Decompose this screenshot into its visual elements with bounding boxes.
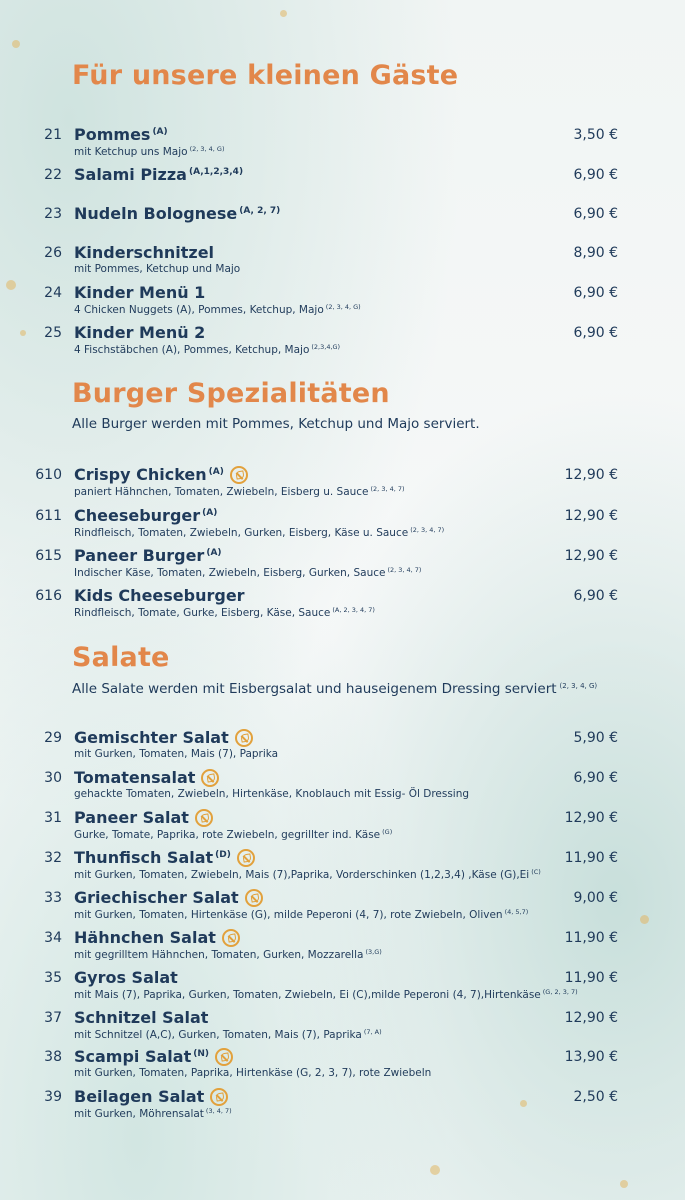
item-name: Gyros Salat xyxy=(74,968,178,987)
vegetarian-leaf-icon xyxy=(237,849,255,867)
vegetarian-leaf-icon xyxy=(230,466,248,484)
item-number: 611 xyxy=(35,508,62,524)
item-number: 35 xyxy=(44,970,62,986)
gold-fleck xyxy=(20,330,26,336)
item-price: 11,90 € xyxy=(564,970,618,986)
item-allergen-tag: (A, 2, 7) xyxy=(239,206,281,216)
gold-fleck xyxy=(640,915,649,924)
item-description xyxy=(74,566,421,579)
item-description-text: 4 Fischstäbchen (A), Pommes, Ketchup, Majo xyxy=(74,344,310,356)
item-description-allergens: (G, 2, 3, 7) xyxy=(542,988,578,996)
item-description xyxy=(74,828,392,841)
item-number: 24 xyxy=(44,285,62,301)
vegetarian-leaf-icon xyxy=(195,809,213,827)
item-description-allergens: (2, 3, 4, G) xyxy=(325,303,361,311)
item-name-line xyxy=(74,323,205,342)
item-description-text: mit Ketchup uns Majo xyxy=(74,146,188,158)
item-name-line xyxy=(74,848,255,867)
item-description-allergens: (2, 3, 4, 7) xyxy=(410,526,445,534)
item-name: Paneer Burger xyxy=(74,546,205,565)
item-price: 6,90 € xyxy=(573,588,618,604)
item-number: 31 xyxy=(44,810,62,826)
item-description-text: Gurke, Tomate, Paprika, rote Zwiebeln, gegrillter ind. Käse xyxy=(74,829,381,841)
item-allergen-tag: (A) xyxy=(208,467,224,477)
item-name: Schnitzel Salat xyxy=(74,1008,209,1027)
item-price: 6,90 € xyxy=(573,770,618,786)
item-description xyxy=(74,606,375,619)
item-price: 6,90 € xyxy=(573,325,618,341)
item-name-line xyxy=(74,928,240,947)
vegetarian-leaf-icon xyxy=(201,769,219,787)
gold-fleck xyxy=(6,280,16,290)
item-name-line xyxy=(74,586,245,605)
item-price: 6,90 € xyxy=(573,167,618,183)
item-description xyxy=(74,868,541,881)
item-name-line xyxy=(74,808,213,827)
item-name-line xyxy=(74,546,222,565)
item-price: 12,90 € xyxy=(564,467,618,483)
item-description-text: mit gegrilltem Hähnchen, Tomaten, Gurken, Mozzarella xyxy=(74,949,364,961)
item-price: 2,50 € xyxy=(573,1089,618,1105)
item-number: 616 xyxy=(35,588,62,604)
item-name: Kids Cheeseburger xyxy=(74,586,245,605)
vegetarian-leaf-icon xyxy=(245,889,263,907)
item-description xyxy=(74,303,361,316)
item-description-allergens: (2, 3, 4, 7) xyxy=(387,566,422,574)
item-name: Kinder Menü 2 xyxy=(74,323,206,342)
item-number: 22 xyxy=(44,167,62,183)
item-number: 610 xyxy=(35,467,62,483)
item-description-allergens: (7, A) xyxy=(363,1028,382,1036)
item-description xyxy=(74,145,225,158)
vegetarian-leaf-icon xyxy=(210,1088,228,1106)
item-description-allergens: (4, 5,7) xyxy=(504,908,529,916)
item-number: 615 xyxy=(35,548,62,564)
section-title: Für unsere kleinen Gäste xyxy=(72,60,459,91)
item-description-allergens: (2,3,4,G) xyxy=(311,343,341,351)
section-note xyxy=(72,416,480,432)
item-name-line xyxy=(74,1047,233,1066)
item-name-line xyxy=(74,204,280,223)
item-name-line xyxy=(74,768,219,787)
item-name-line xyxy=(74,125,168,144)
gold-fleck xyxy=(520,1100,527,1107)
item-description xyxy=(74,263,240,275)
item-number: 38 xyxy=(44,1049,62,1065)
item-description-allergens: (3, 4, 7) xyxy=(205,1107,232,1115)
section-title: Salate xyxy=(72,642,170,673)
item-name-line xyxy=(74,1008,208,1027)
item-description-text: mit Mais (7), Paprika, Gurken, Tomaten, Zwiebeln, Ei (C),milde Peperoni (4, 7),Hirtenkäse xyxy=(74,989,541,1001)
item-number: 33 xyxy=(44,890,62,906)
item-description-text: mit Schnitzel (A,C), Gurken, Tomaten, Mais (7), Paprika xyxy=(74,1029,362,1041)
item-description-text: mit Gurken, Tomaten, Mais (7), Paprika xyxy=(74,748,279,760)
item-number: 30 xyxy=(44,770,62,786)
item-name-line xyxy=(74,243,214,262)
gold-fleck xyxy=(620,1180,628,1188)
item-name-line xyxy=(74,465,248,484)
item-description-text: mit Pommes, Ketchup und Majo xyxy=(74,263,241,275)
item-description-allergens: (2, 3, 4, G) xyxy=(189,145,225,153)
item-name: Cheeseburger xyxy=(74,506,201,525)
item-description-text: 4 Chicken Nuggets (A), Pommes, Ketchup, Majo xyxy=(74,304,324,316)
item-name: Scampi Salat xyxy=(74,1047,192,1066)
item-description-allergens: (2, 3, 4, 7) xyxy=(370,485,405,493)
item-description xyxy=(74,1107,232,1120)
item-description-text: Rindfleisch, Tomaten, Zwiebeln, Gurken, Eisberg, Käse u. Sauce xyxy=(74,527,409,539)
item-price: 12,90 € xyxy=(564,508,618,524)
item-description xyxy=(74,1067,431,1079)
item-name: Salami Pizza xyxy=(74,165,187,184)
item-name: Paneer Salat xyxy=(74,808,189,827)
item-price: 8,90 € xyxy=(573,245,618,261)
item-name: Hähnchen Salat xyxy=(74,928,216,947)
item-name: Griechischer Salat xyxy=(74,888,239,907)
item-description-text: mit Gurken, Tomaten, Paprika, Hirtenkäse (G, 2, 3, 7), rote Zwiebeln xyxy=(74,1067,432,1079)
item-name-line xyxy=(74,728,253,747)
item-description-text: mit Gurken, Möhrensalat xyxy=(74,1108,204,1120)
item-description xyxy=(74,526,444,539)
item-price: 6,90 € xyxy=(573,285,618,301)
section-title: Burger Spezialitäten xyxy=(72,378,390,409)
gold-fleck xyxy=(430,1165,440,1175)
item-description-text: mit Gurken, Tomaten, Hirtenkäse (G), milde Peperoni (4, 7), rote Zwiebeln, Oliven xyxy=(74,909,503,921)
item-description xyxy=(74,788,469,800)
item-price: 3,50 € xyxy=(573,127,618,143)
vegetarian-leaf-icon xyxy=(222,929,240,947)
item-price: 9,00 € xyxy=(573,890,618,906)
item-description-allergens: (A, 2, 3, 4, 7) xyxy=(332,606,375,614)
item-description-text: gehackte Tomaten, Zwiebeln, Hirtenkäse, Knoblauch mit Essig- Öl Dressing xyxy=(74,788,470,800)
item-name: Kinder Menü 1 xyxy=(74,283,206,302)
section-note-allergens: (2, 3, 4, G) xyxy=(559,681,598,690)
item-name-line xyxy=(74,506,217,525)
item-allergen-tag: (N) xyxy=(193,1049,209,1059)
item-name: Thunfisch Salat xyxy=(74,848,214,867)
item-number: 21 xyxy=(44,127,62,143)
gold-fleck xyxy=(12,40,20,48)
item-number: 37 xyxy=(44,1010,62,1026)
item-allergen-tag: (A,1,2,3,4) xyxy=(188,167,244,177)
item-price: 12,90 € xyxy=(564,810,618,826)
item-description-allergens: (G) xyxy=(382,828,393,836)
item-description-text: mit Gurken, Tomaten, Zwiebeln, Mais (7),Paprika, Vorderschinken (1,2,3,4) ,Käse (G),Ei xyxy=(74,869,530,881)
item-price: 5,90 € xyxy=(573,730,618,746)
item-price: 12,90 € xyxy=(564,1010,618,1026)
section-note-text: Alle Burger werden mit Pommes, Ketchup und Majo serviert. xyxy=(72,416,480,432)
section-note-text: Alle Salate werden mit Eisbergsalat und hauseigenem Dressing serviert xyxy=(72,681,557,697)
item-price: 13,90 € xyxy=(564,1049,618,1065)
item-description xyxy=(74,485,405,498)
item-name-line xyxy=(74,283,205,302)
item-number: 39 xyxy=(44,1089,62,1105)
item-description xyxy=(74,988,578,1001)
vegetarian-leaf-icon xyxy=(235,729,253,747)
item-number: 23 xyxy=(44,206,62,222)
item-name-line xyxy=(74,1087,228,1106)
item-name: Beilagen Salat xyxy=(74,1087,205,1106)
item-name: Kinderschnitzel xyxy=(74,243,215,262)
item-price: 11,90 € xyxy=(564,930,618,946)
item-name: Gemischter Salat xyxy=(74,728,229,747)
item-description xyxy=(74,343,340,356)
item-description xyxy=(74,1028,382,1041)
item-name-line xyxy=(74,165,243,184)
item-price: 12,90 € xyxy=(564,548,618,564)
item-number: 25 xyxy=(44,325,62,341)
item-description xyxy=(74,748,278,760)
item-allergen-tag: (A) xyxy=(152,127,168,137)
item-number: 32 xyxy=(44,850,62,866)
item-name-line xyxy=(74,888,263,907)
item-name-line xyxy=(74,968,178,987)
item-description xyxy=(74,948,382,961)
item-allergen-tag: (A) xyxy=(202,508,218,518)
item-allergen-tag: (A) xyxy=(206,548,222,558)
gold-fleck xyxy=(280,10,287,17)
item-name: Crispy Chicken xyxy=(74,465,207,484)
item-number: 26 xyxy=(44,245,62,261)
item-price: 11,90 € xyxy=(564,850,618,866)
item-allergen-tag: (D) xyxy=(215,850,231,860)
item-name: Tomatensalat xyxy=(74,768,196,787)
vegetarian-leaf-icon xyxy=(215,1048,233,1066)
item-number: 29 xyxy=(44,730,62,746)
item-description-text: Indischer Käse, Tomaten, Zwiebeln, Eisberg, Gurken, Sauce xyxy=(74,567,386,579)
item-description xyxy=(74,908,528,921)
item-price: 6,90 € xyxy=(573,206,618,222)
section-note xyxy=(72,681,597,697)
item-number: 34 xyxy=(44,930,62,946)
item-description-text: paniert Hähnchen, Tomaten, Zwiebeln, Eisberg u. Sauce xyxy=(74,486,369,498)
item-description-text: Rindfleisch, Tomate, Gurke, Eisberg, Käse, Sauce xyxy=(74,607,331,619)
item-description-allergens: (C) xyxy=(531,868,541,876)
item-name: Pommes xyxy=(74,125,151,144)
item-description-allergens: (3,G) xyxy=(365,948,382,956)
item-name: Nudeln Bolognese xyxy=(74,204,238,223)
